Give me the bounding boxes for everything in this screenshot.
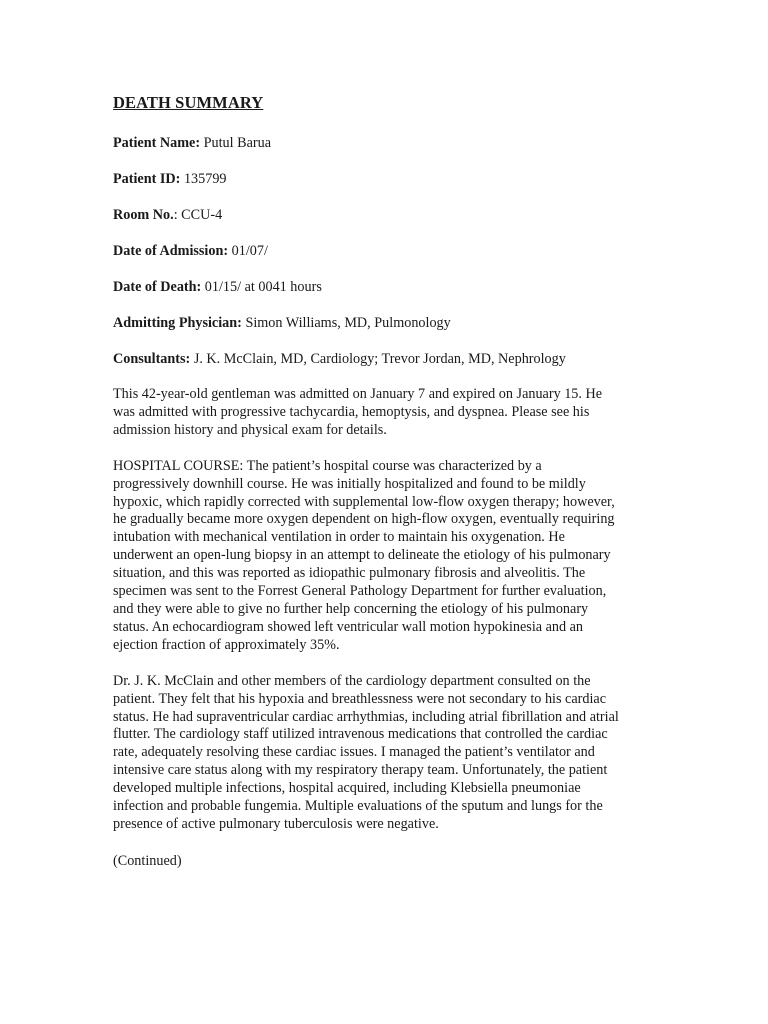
field-label: Patient ID:: [113, 171, 181, 187]
paragraph-line: infection and probable fungemia. Multiple evaluations of the sputum and lungs for the: [113, 798, 603, 815]
field-admitting-physician: [113, 314, 653, 332]
cardiology-paragraph: [113, 673, 653, 834]
paragraph-line: patient. They felt that his hypoxia and breathlessness were not secondary to his cardiac: [113, 690, 606, 707]
field-label: Consultants:: [113, 351, 191, 367]
field-patient-id: [113, 170, 653, 188]
paragraph-line: developed multiple infections, hospital acquired, including Klebsiella pneumoniae: [113, 780, 581, 797]
field-consultants: [113, 350, 653, 368]
paragraph-line: presence of active pulmonary tuberculosis were negative.: [113, 815, 439, 832]
paragraph-line: HOSPITAL COURSE: The patient’s hospital course was characterized by a: [113, 457, 542, 474]
paragraph-line: ejection fraction of approximately 35%.: [113, 636, 340, 653]
field-patient-name: [113, 134, 653, 152]
hospital-course-paragraph: [113, 458, 653, 655]
field-value: Simon Williams, MD, Pulmonology: [241, 315, 451, 331]
paragraph-line: This 42-year-old gentleman was admitted on January 7 and expired on January 15. He: [113, 386, 603, 402]
paragraph-line: flutter. The cardiology staff utilized intravenous medications that controlled the cardiac: [113, 726, 608, 743]
paragraph-line: status. An echocardiogram showed left ventricular wall motion hypokinesia and an: [113, 618, 584, 635]
field-value: 01/15/ at 0041 hours: [201, 279, 322, 295]
paragraph-line: intensive care status along with my respiratory therapy team. Unfortunately, the patient: [113, 762, 608, 779]
paragraph-line: intubation with mechanical ventilation in order to maintain his oxygenation. He: [113, 529, 565, 546]
paragraph-line: was admitted with progressive tachycardia, hemoptysis, and dyspnea. Please see his: [113, 403, 590, 420]
field-value: : CCU-4: [173, 207, 223, 223]
paragraph-line: rate, adequately resolving these cardiac issues. I managed the patient’s ventilator and: [113, 744, 595, 761]
field-label: Room No.: [113, 207, 174, 223]
field-value: Putul Barua: [200, 135, 272, 151]
field-label: Date of Death:: [113, 279, 202, 295]
field-label: Patient Name:: [113, 135, 201, 151]
continued-note: (Continued): [113, 852, 182, 869]
paragraph-line: progressively downhill course. He was initially hospitalized and found to be mildly: [113, 475, 586, 492]
field-value: 135799: [180, 171, 227, 187]
field-label: Admitting Physician:: [113, 315, 242, 331]
field-value: 01/07/: [228, 243, 268, 259]
paragraph-line: specimen was sent to the Forrest General Pathology Department for further evaluation,: [113, 583, 607, 600]
paragraph-line: admission history and physical exam for details.: [113, 421, 387, 438]
paragraph-line: and they were able to give no further help concerning the etiology of his pulmonary: [113, 600, 589, 617]
paragraph-line: Dr. J. K. McClain and other members of the cardiology department consulted on the: [113, 672, 591, 689]
field-room-no: [113, 206, 653, 224]
paragraph-line: status. He had supraventricular cardiac arrhythmias, including atrial fibrillation and atrial: [113, 708, 619, 725]
field-label: Date of Admission:: [113, 243, 229, 259]
paragraph-line: underwent an open-lung biopsy in an attempt to delineate the etiology of his pulmonary: [113, 547, 611, 564]
document-title: DEATH SUMMARY: [113, 93, 264, 112]
field-date-of-admission: [113, 242, 653, 260]
intro-paragraph: [113, 386, 653, 440]
paragraph-line: situation, and this was reported as idiopathic pulmonary fibrosis and alveolitis. The: [113, 565, 586, 582]
paragraph-line: he gradually became more oxygen dependent on high-flow oxygen, eventually requiring: [113, 511, 615, 528]
field-value: J. K. McClain, MD, Cardiology; Trevor Jordan, MD, Nephrology: [190, 351, 566, 367]
field-date-of-death: [113, 278, 653, 296]
document-page: [113, 92, 653, 870]
paragraph-line: hypoxic, which rapidly corrected with supplemental low-flow oxygen therapy; however,: [113, 493, 615, 510]
